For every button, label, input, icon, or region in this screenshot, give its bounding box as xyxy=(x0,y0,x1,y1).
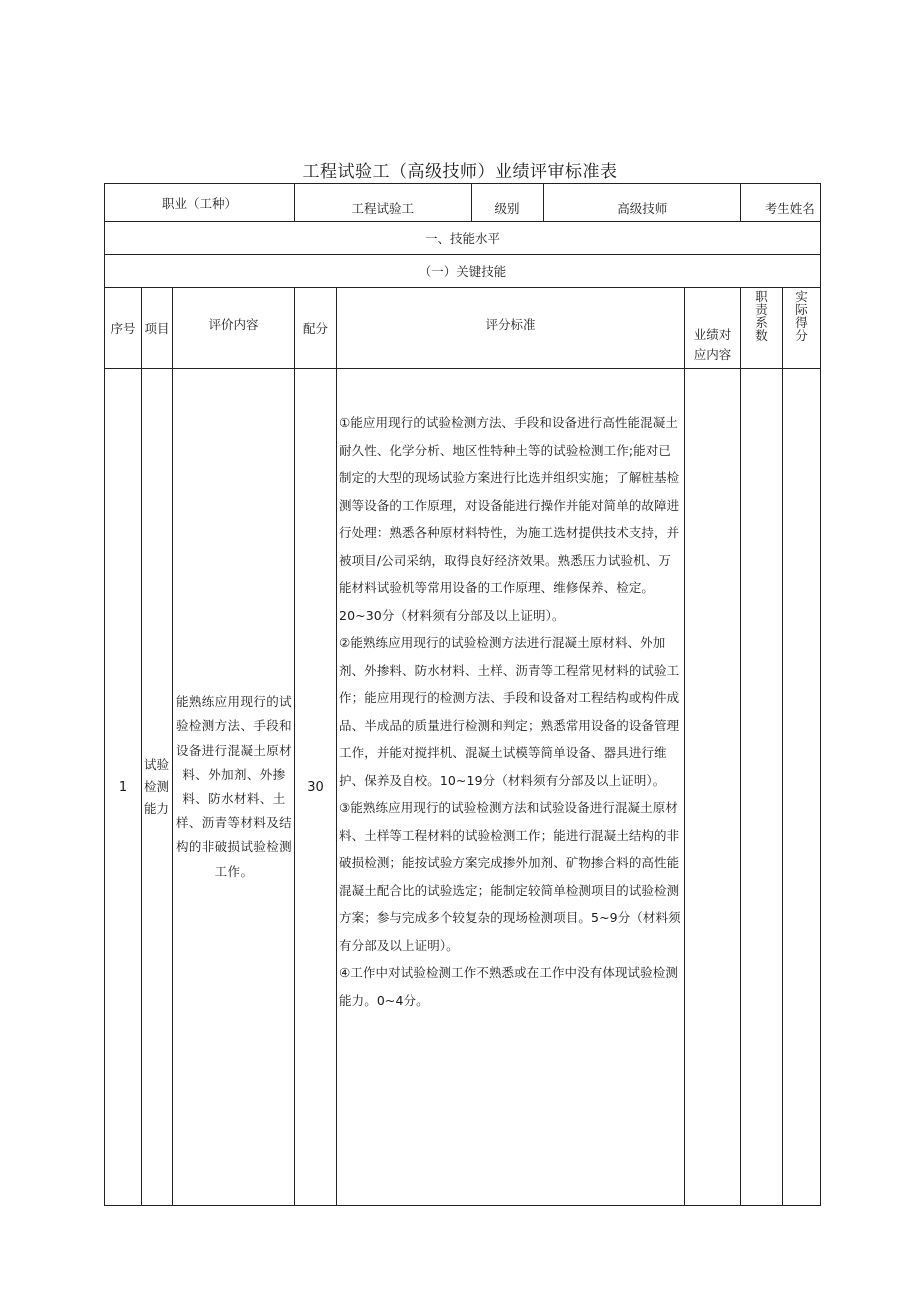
criteria-item: ③能熟练应用现行的试验检测方法和试验设备进行混凝土原材料、土样等工程材料的试验检测工作；能进行混凝土结构的非破损检测；能按试验方案完成掺外加剂、矿物掺合料的高性能混凝土配合比的试验选定；能制定较简单检测项目的试验检测方案；参与完成多个较复杂的现场检测项目。5~9分（材料须有分部及以上证明）。 xyxy=(339,800,681,953)
col-score-header: 配分 xyxy=(295,288,337,369)
col-seq-header: 序号 xyxy=(105,288,142,369)
col-perf-header xyxy=(685,288,741,369)
col-coef-header-text: 职责系数 xyxy=(755,289,768,343)
row-coef-field[interactable] xyxy=(741,369,783,1206)
table-row xyxy=(105,369,821,1206)
col-criteria-header: 评分标准 xyxy=(337,288,685,369)
section-heading: 一、技能水平 xyxy=(105,222,821,255)
candidate-cell xyxy=(741,184,821,222)
section-row xyxy=(105,222,821,255)
document-title: 工程试验工（高级技师）业绩评审标准表 xyxy=(302,162,618,182)
row-item-text: 试验检测能力 xyxy=(144,757,170,816)
occupation-value-text: 工程试验工 xyxy=(295,184,471,221)
level-value: 高级技师 xyxy=(617,201,668,216)
level-label: 级别 xyxy=(471,184,543,221)
row-score: 30 xyxy=(295,369,337,1206)
column-header-row xyxy=(105,288,821,369)
criteria-item: ④工作中对试验检测工作不熟悉或在工作中没有体现试验检测能力。0~4分。 xyxy=(339,965,678,1008)
candidate-label: 考生姓名 xyxy=(741,184,821,221)
row-item xyxy=(142,369,173,1206)
col-item-header: 项目 xyxy=(142,288,173,369)
col-content-header: 评价内容 xyxy=(173,288,295,369)
row-perf-field[interactable] xyxy=(685,369,741,1206)
col-coef-header xyxy=(741,288,783,369)
col-perf-header-text: 业绩对应内容 xyxy=(693,327,732,362)
criteria-item: ②能熟练应用现行的试验检测方法进行混凝土原材料、外加剂、外掺料、防水材料、土样、沥青等工程常见材料的试验工作；能应用现行的检测方法、手段和设备对工程结构或构件成品、半成品的质量进行检测和判定；熟悉常用设备的设备管理工作，并能对搅拌机、混凝土试模等简单设备、器具进行维护、保养及自校。10~19分（材料须有分部及以上证明）。 xyxy=(339,635,680,788)
row-seq: 1 xyxy=(105,369,142,1206)
subsection-row xyxy=(105,255,821,288)
col-actual-header-text: 实际得分 xyxy=(795,289,808,343)
row-actual-field[interactable] xyxy=(783,369,821,1206)
subsection-heading: （一）关键技能 xyxy=(105,255,821,288)
header-row xyxy=(105,184,821,222)
row-content: 能熟练应用现行的试验检测方法、手段和设备进行混凝土原材料、外加剂、外掺料、防水材料、土样、沥青等材料及结构的非破损试验检测工作。 xyxy=(173,369,295,1206)
occupation-value xyxy=(295,184,741,222)
col-actual-header xyxy=(783,288,821,369)
row-criteria xyxy=(337,369,685,1206)
occupation-label: 职业（工种） xyxy=(105,184,295,222)
evaluation-table xyxy=(104,183,821,1206)
criteria-item: ①能应用现行的试验检测方法、手段和设备进行高性能混凝土耐久性、化学分析、地区性特种土等的试验检测工作;能对已制定的大型的现场试验方案进行比选并组织实施；了解桩基检测等设备的工作原理，对设备能进行操作并能对简单的故障进行处理：熟悉各种原材料特性，为施工选材提供技术支持，并被项目/公司采纳，取得良好经济效果。熟悉压力试验机、万能材料试验机等常用设备的工作原理、维修保养、检定。20~30分（材料须有分部及以上证明）。 xyxy=(339,415,680,623)
